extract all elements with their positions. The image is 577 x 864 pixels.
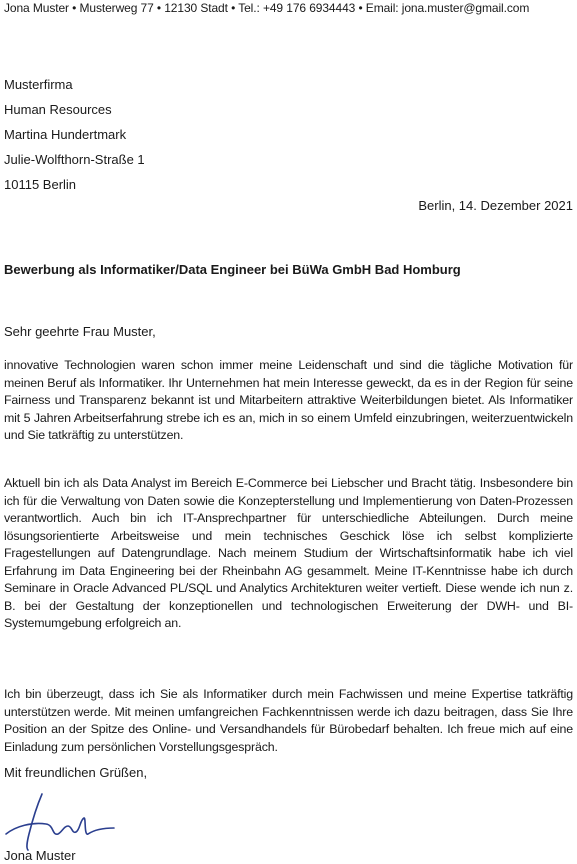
recipient-city: 10115 Berlin	[4, 177, 77, 192]
body-paragraph-3: Ich bin überzeugt, dass ich Sie als Informatiker durch mein Fachwissen und meine Expertise tatkräftig unterstützen werde. Mit meinen umfangreichen Fachkenntnissen werde ich dazu beitragen, dass Sie Ihre Position an der Spitze des Online- und Versandhandels für Bürobedarf behalten. Ich freue mich auf eine Einladung zum persönlichen Vorstellungsgespräch.	[4, 687, 573, 754]
letter-date: Berlin, 14. Dezember 2021	[418, 198, 573, 213]
recipient-company: Musterfirma	[4, 77, 73, 92]
body-paragraph-1: innovative Technologien waren schon immer meine Leidenschaft und sind die tägliche Motivation für meinen Beruf als Informatiker. Ihr Unternehmen hat mein Interesse geweckt, da es in der Region für seine Fairness und Transparenz bekannt ist und Mitarbeitern attraktive Weiterbildungen bietet. Als Informatiker mit 5 Jahren Arbeitserfahrung strebe ich es an, mich in so einem Umfeld einzubringen, weiterzuentwickeln und Sie tatkräftig zu unterstützen.	[4, 358, 573, 442]
recipient-contact: Martina Hundertmark	[4, 127, 127, 142]
closing-phrase: Mit freundlichen Grüßen,	[4, 765, 148, 780]
salutation: Sehr geehrte Frau Muster,	[4, 324, 156, 339]
sender-contact-line: Jona Muster • Musterweg 77 • 12130 Stadt • Tel.: +49 176 6934443 • Email: jona.muster@gmail.com	[4, 1, 530, 15]
body-paragraph-2: Aktuell bin ich als Data Analyst im Bereich E-Commerce bei Liebscher und Bracht tätig. Insbesondere bin ich für die Verwaltung von Daten sowie die Konzepterstellung und Implementierung von Daten-Prozessen verantwortlich. Auch bin ich IT-Ansprechpartner für unterschiedliche Abteilungen. Durch meine lösungsorientierte Arbeitsweise und mein technisches Geschick löse ich selbst komplizierte Fragestellungen auf Datengrundlage. Nach meinem Studium der Wirtschaftsinformatik habe ich viel Erfahrung im Data Engineering bei der Rheinbahn AG gesammelt. Meine IT-Kenntnisse habe ich durch Seminare in Oracle Advanced PL/SQL und Analytics Architekturen weiter vertieft. Diese wende ich nun z. B. bei der Gestaltung der konzeptionellen und technologischen Erweiterung der DWH- und BI-Systemumgebung erfolgreich an.	[4, 476, 573, 630]
handwritten-signature	[2, 790, 122, 852]
recipient-street: Julie-Wolfthorn-Straße 1	[4, 152, 145, 167]
signature-name: Jona Muster	[4, 848, 76, 863]
letter-subject: Bewerbung als Informatiker/Data Engineer bei BüWa GmbH Bad Homburg	[4, 262, 461, 277]
recipient-department: Human Resources	[4, 102, 112, 117]
recipient-address	[4, 72, 145, 197]
